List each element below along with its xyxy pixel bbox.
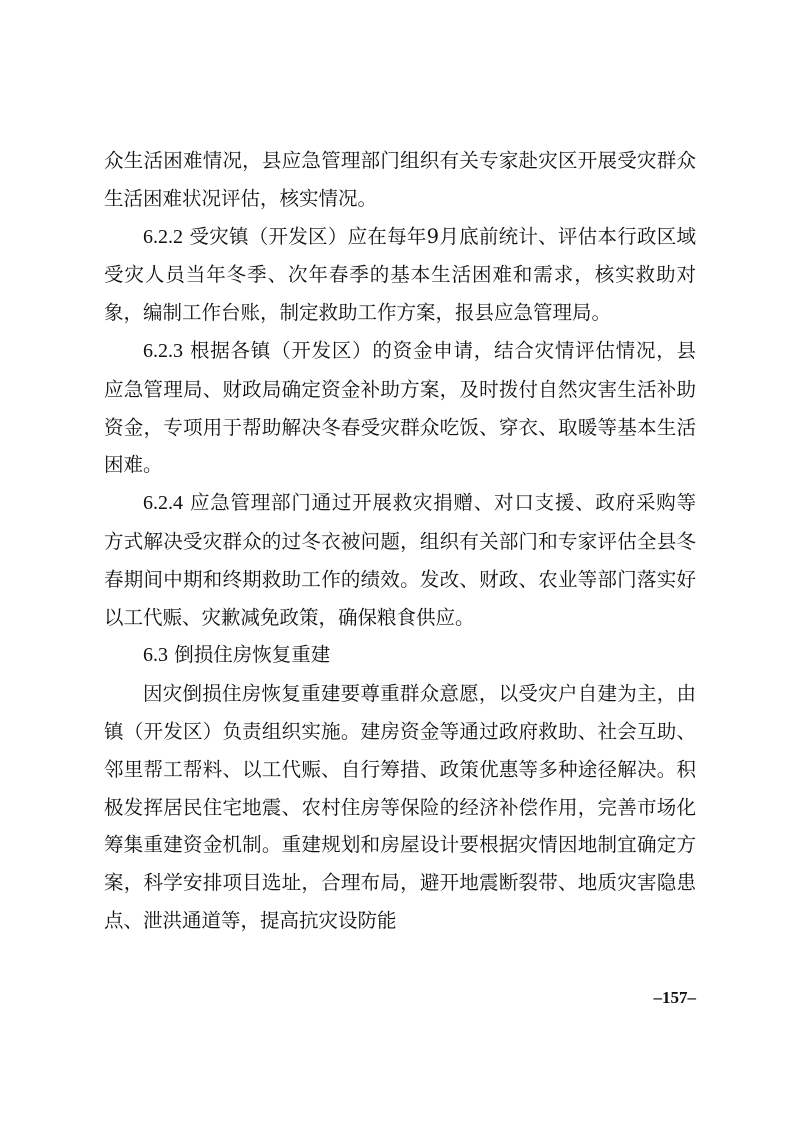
body-text bbox=[104, 142, 696, 940]
paragraph-text: 根据各镇（开发区）的资金申请，结合灾情评估情况，县应急管理局、财政局确定资金补助方案，及时拨付自然灾害生活补助资金，专项用于帮助解决冬春受灾群众吃饭、穿衣、取暖等基本生活困难。 bbox=[104, 338, 696, 477]
paragraph-text: 受灾镇（开发区）应在每年9月底前统计、评估本行政区域受灾人员当年冬季、次年春季的基本生活困难和需求，核实救助对象，编制工作台账，制定救助工作方案，报县应急管理局。 bbox=[104, 224, 696, 325]
section-heading-6-3 bbox=[104, 636, 696, 675]
section-number: 6.2.3 bbox=[143, 339, 183, 362]
paragraph-6-2-3 bbox=[104, 332, 696, 484]
section-number: 6.3 bbox=[143, 644, 168, 667]
section-number: 6.2.4 bbox=[143, 492, 183, 515]
paragraph-text: 应急管理部门通过开展救灾捐赠、对口支援、政府采购等方式解决受灾群众的过冬衣被问题，组织有关部门和专家评估全县冬春期间中期和终期救助工作的绩效。发改、财政、农业等部门落实好以工代赈、灾歉减免政策，确保粮食供应。 bbox=[104, 491, 696, 629]
section-number: 6.2.2 bbox=[143, 225, 183, 248]
section-heading-text: 倒损住房恢复重建 bbox=[174, 643, 331, 667]
paragraph-housing-reconstruction bbox=[104, 675, 696, 940]
paragraph-text: 因灾倒损住房恢复重建要尊重群众意愿，以受灾户自建为主，由镇（开发区）负责组织实施。建房资金等通过政府救助、社会互助、邻里帮工帮料、以工代赈、自行筹措、政策优惠等多种途径解决。积极发挥居民住宅地震、农村住房等保险的经济补偿作用，完善市场化筹集重建资金机制。重建规划和房屋设计要根据灾情因地制宜确定方案，科学安排项目选址，合理布局，避开地震断裂带、地质灾害隐患点、泄洪通道等，提高抗灾设防能 bbox=[104, 682, 696, 932]
page-number: –157– bbox=[653, 988, 696, 1007]
paragraph-6-2-2 bbox=[104, 218, 696, 332]
paragraph-text: 众生活困难情况，县应急管理部门组织有关专家赴灾区开展受灾群众生活困难状况评估，核实情况。 bbox=[104, 149, 696, 210]
paragraph-6-2-4 bbox=[104, 484, 696, 636]
paragraph-continued bbox=[104, 142, 696, 218]
